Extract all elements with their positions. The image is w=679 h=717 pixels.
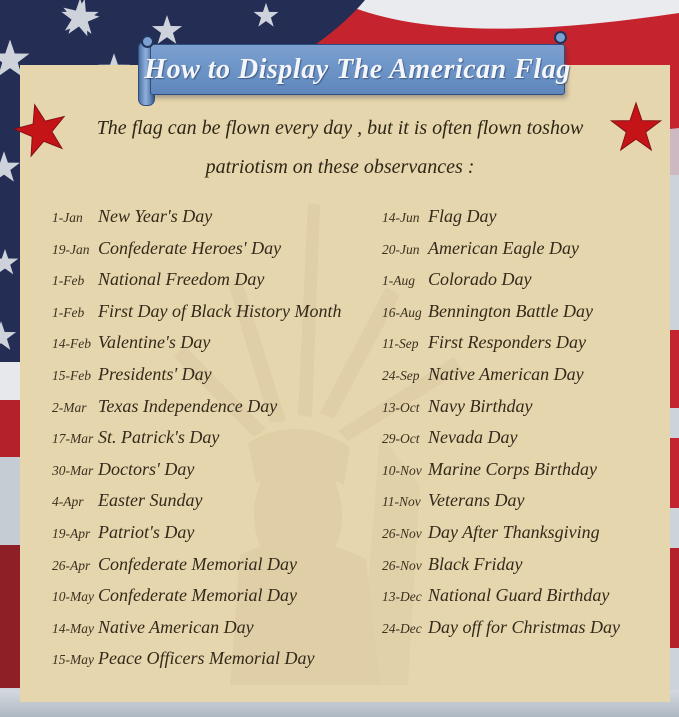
observance-date: 20-Jun [382,241,420,257]
page-title: How to Display The American Flag [144,53,571,85]
observance-name: Colorado Day [428,269,532,290]
observance-date: 17-Mar [52,431,94,447]
list-item [52,648,374,680]
observance-name: Day off for Christmas Day [428,616,621,637]
observance-date: 29-Oct [382,431,420,447]
observance-date: 13-Dec [382,589,422,605]
list-item [52,459,374,491]
observance-date: 24-Sep [382,367,420,383]
observance-date: 16-Aug [382,304,422,320]
observance-date: 14-Jun [382,210,420,225]
observance-date: 11-Nov [382,494,421,510]
observance-name: Native American Day [428,363,584,384]
observance-date: 26-Nov [382,525,422,541]
banner-curl-left-icon [141,35,154,48]
observance-date: 1-Feb [52,304,85,320]
observance-date: 14-May [52,620,94,636]
observance-date: 26-Nov [382,557,422,573]
observance-name: Easter Sunday [98,490,203,511]
list-item [382,490,674,522]
observance-date: 15-May [52,652,94,668]
observance-name: Confederate Memorial Day [98,585,297,606]
list-item [382,522,674,554]
observance-date: 1-Aug [382,273,415,289]
observance-name: Doctors' Day [98,458,195,479]
observance-name: Veterans Day [428,490,525,511]
observance-date: 19-Jan [52,241,90,257]
observance-date: 24-Dec [382,620,422,636]
observance-date: 10-Nov [382,462,422,478]
list-item [382,206,674,238]
list-item [382,332,674,364]
title-banner [144,44,571,95]
intro-line-2: patriotism on these observances : [205,156,475,178]
list-item [382,364,674,396]
list-item [52,617,374,649]
observance-date: 10-May [52,589,94,605]
observance-date: 26-Apr [52,557,91,573]
observance-date: 14-Feb [52,336,91,352]
list-item [52,490,374,522]
list-item [382,585,674,617]
list-item [52,364,374,396]
list-item [382,396,674,428]
list-item [52,396,374,428]
observance-name: St. Patrick's Day [98,427,220,448]
list-item [52,554,374,586]
observance-name: Peace Officers Memorial Day [98,648,315,669]
intro-text [40,109,640,187]
list-item [382,554,674,586]
list-item [382,459,674,491]
observance-name: Navy Birthday [428,395,533,416]
observance-name: American Eagle Day [428,237,579,258]
observance-name: First Day of Black History Month [98,300,342,321]
list-item [382,301,674,333]
observance-name: Texas Independence Day [98,395,278,416]
banner-curl-right-icon [554,31,567,44]
observance-name: National Freedom Day [98,269,265,290]
observance-date: 15-Feb [52,367,91,383]
list-item [52,427,374,459]
observance-date: 13-Oct [382,399,420,415]
list-item [52,522,374,554]
observance-date: 19-Apr [52,525,91,541]
observance-name: Nevada Day [428,427,518,448]
list-item [382,427,674,459]
observance-name: Marine Corps Birthday [428,458,597,479]
list-item [52,332,374,364]
observance-date: 30-Mar [52,462,94,478]
observance-name: Confederate Heroes' Day [98,237,282,258]
observance-name: Bennington Battle Day [428,300,593,321]
observance-date: 4-Apr [52,494,84,510]
list-item [52,301,374,333]
observance-name: New Year's Day [98,206,213,226]
list-item [52,206,374,238]
list-item [52,269,374,301]
intro-line-1: The flag can be flown every day , but it is often flown toshow [96,117,584,139]
list-item [52,585,374,617]
observance-date: 1-Jan [52,210,83,225]
observance-name: Flag Day [428,206,497,226]
observance-name: Day After Thanksgiving [428,521,600,542]
observance-date: 11-Sep [382,336,419,352]
observance-list-left [52,206,374,680]
observance-name: Presidents' Day [98,363,212,384]
observance-date: 2-Mar [52,399,87,415]
observance-name: Black Friday [428,553,523,574]
list-item [382,617,674,649]
observance-name: Confederate Memorial Day [98,553,297,574]
observance-name: Patriot's Day [98,521,195,542]
observance-name: Valentine's Day [98,332,211,353]
observance-date: 1-Feb [52,273,85,289]
observance-list-right [382,206,674,648]
list-item [382,269,674,301]
list-item [382,238,674,270]
observance-name: First Responders Day [428,332,586,353]
observance-name: National Guard Birthday [428,585,610,606]
observance-name: Native American Day [98,616,254,637]
list-item [52,238,374,270]
